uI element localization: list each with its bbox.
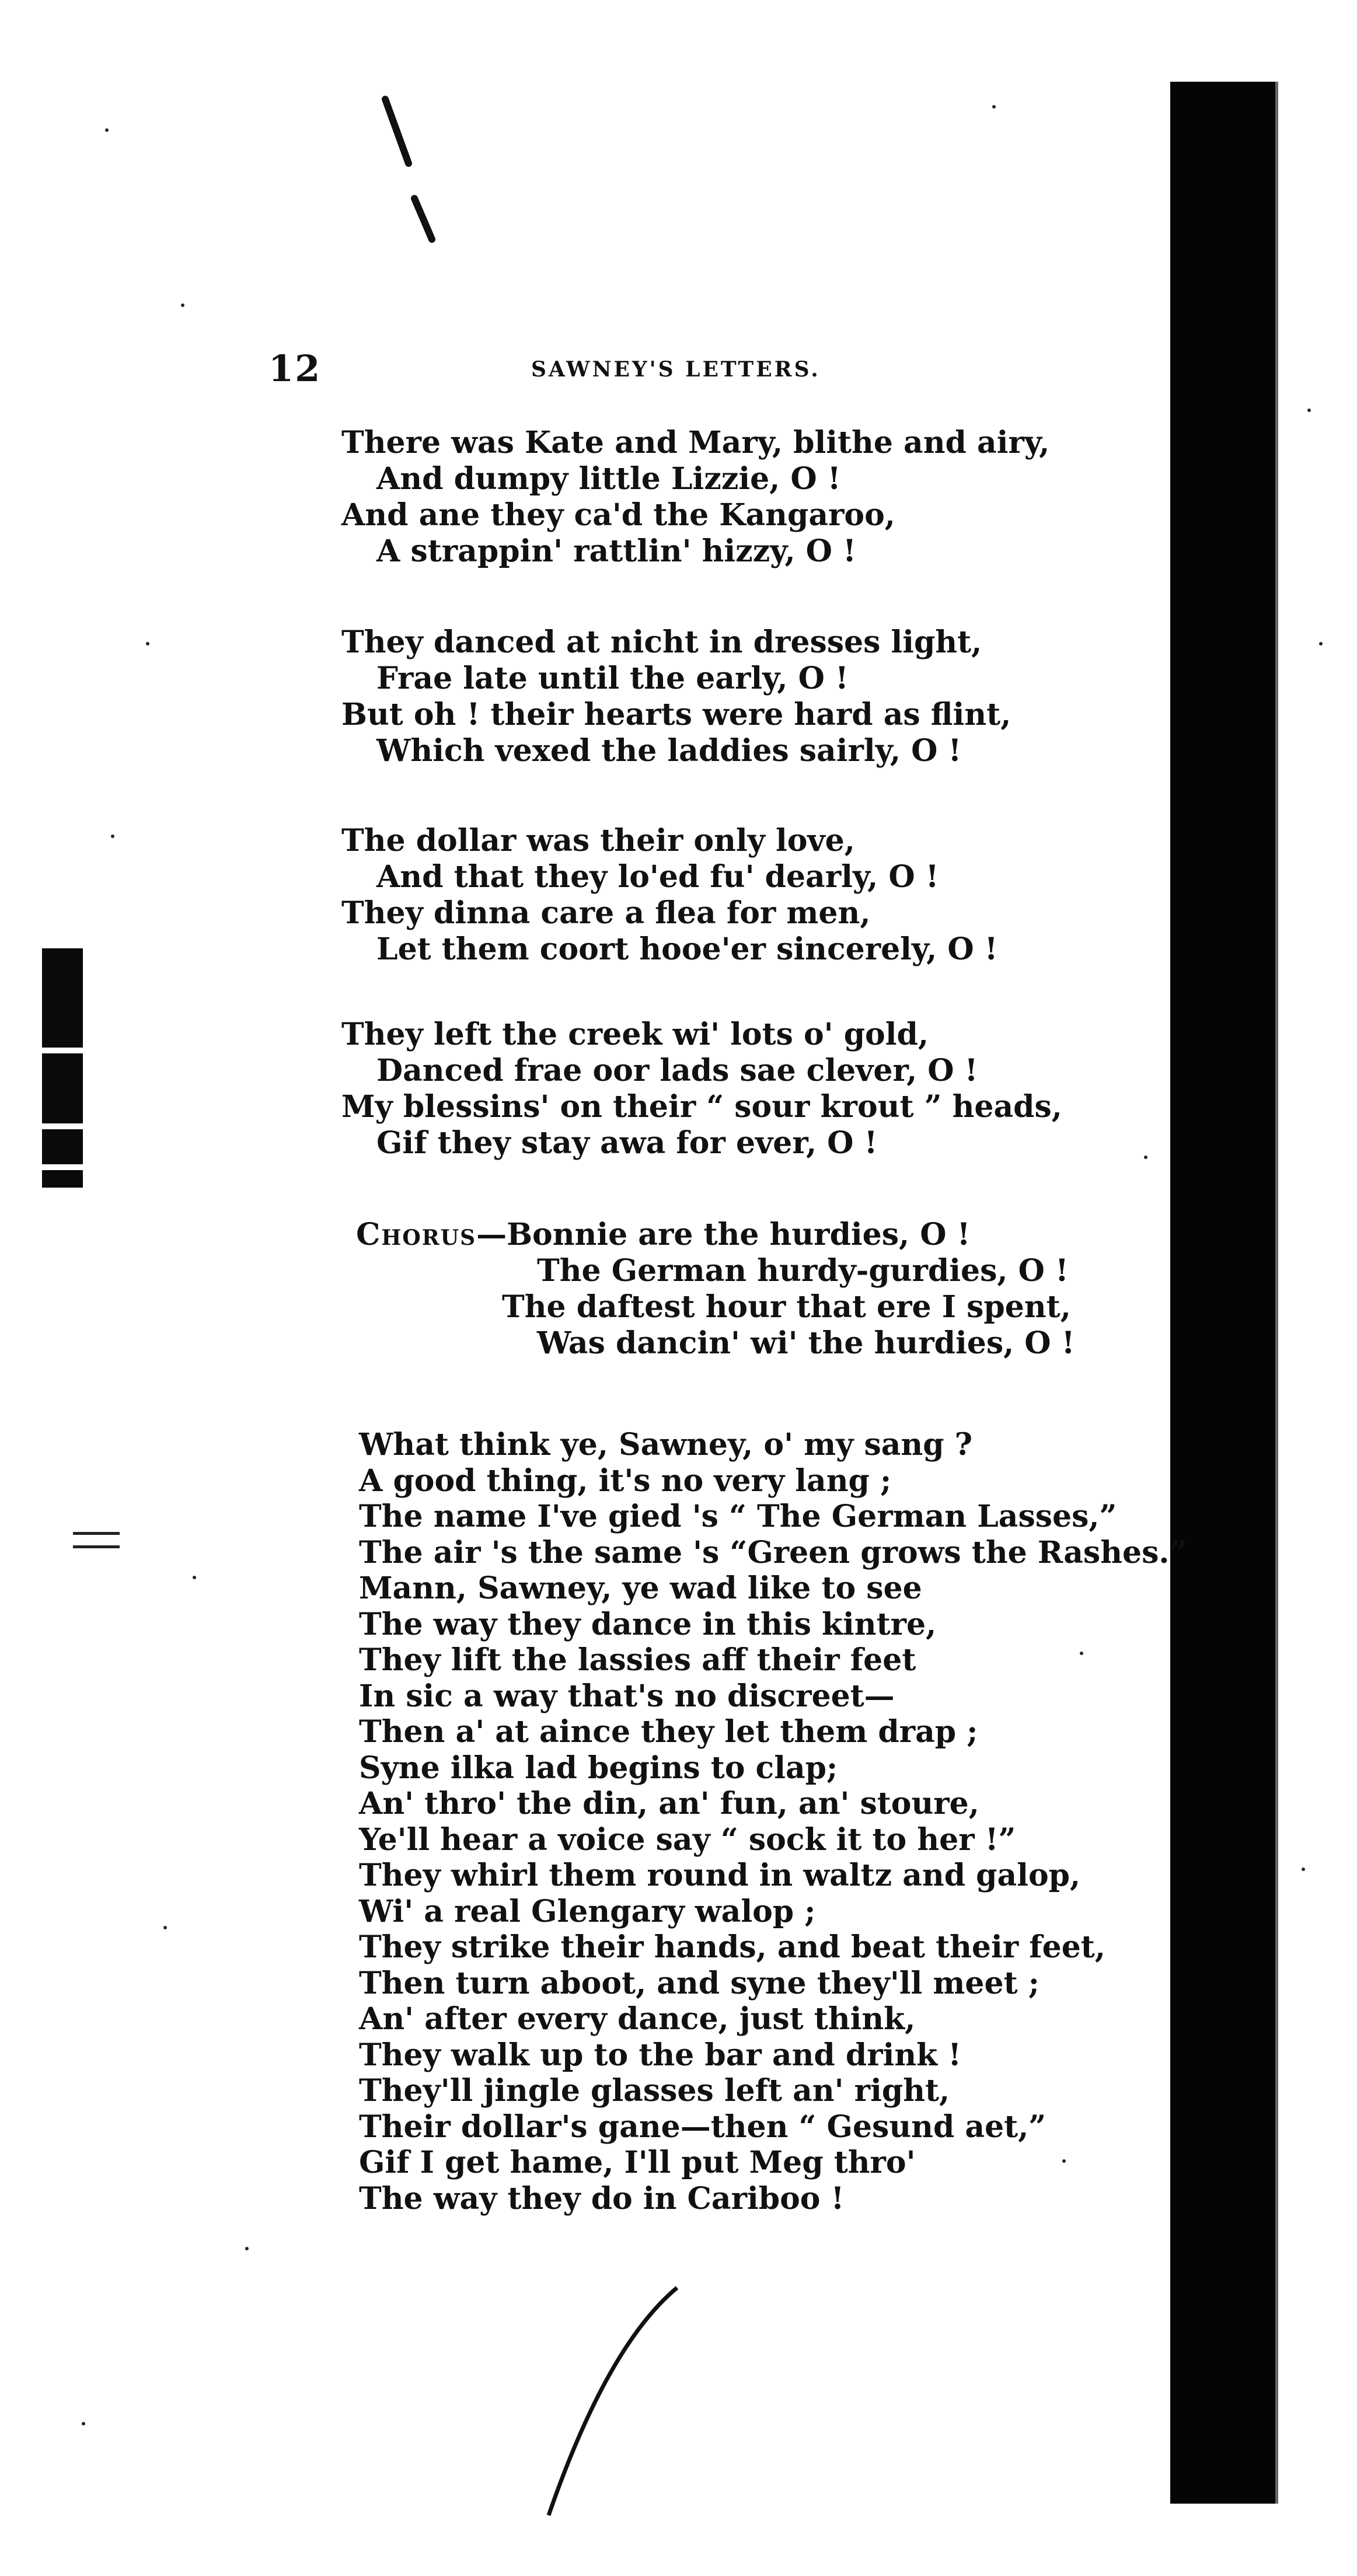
letter-line: What think ye, Sawney, o' my sang ? <box>359 1427 973 1462</box>
stanza-4 <box>341 1017 1062 1161</box>
page-number: 12 <box>268 347 322 390</box>
verse-line: They danced at nicht in dresses light, <box>341 624 982 660</box>
scan-speck <box>245 2247 249 2250</box>
letter-line: Mann, Sawney, ye wad like to see <box>359 1570 922 1606</box>
letter-line: A good thing, it's no very lang ; <box>359 1462 892 1499</box>
scan-speck <box>1080 1652 1083 1655</box>
left-margin-ink-marks <box>42 948 83 1240</box>
scan-speck <box>163 1926 167 1929</box>
letter-line: Then turn aboot, and syne they'll meet ; <box>359 1965 1039 2001</box>
scan-speck <box>181 303 184 307</box>
scan-speck <box>1319 642 1323 645</box>
letter-line: They strike their hands, and beat their feet, <box>359 1929 1105 1965</box>
verse-line: My blessins' on their “ sour krout ” heads, <box>341 1089 1062 1125</box>
chorus-line: The German hurdy-gurdies, O ! <box>537 1253 1069 1289</box>
scan-speck <box>1307 409 1311 412</box>
stanza-2 <box>341 624 1011 769</box>
verse-line: They dinna care a flea for men, <box>341 895 871 931</box>
letter-line: The way they do in Cariboo ! <box>359 2180 845 2217</box>
verse-line: And ane they ca'd the Kangaroo, <box>341 497 895 533</box>
letter-line: Wi' a real Glengary walop ; <box>359 1893 816 1929</box>
bottom-ink-stroke <box>537 2276 689 2521</box>
scan-speck <box>992 105 996 109</box>
verse-line: Which vexed the laddies sairly, O ! <box>376 733 962 769</box>
chorus-line: The daftest hour that ere I spent, <box>502 1289 1071 1325</box>
margin-rule-mark <box>73 1545 120 1548</box>
letter-line: They walk up to the bar and drink ! <box>359 2037 962 2073</box>
verse-line: Gif they stay awa for ever, O ! <box>376 1125 878 1161</box>
letter-line: Ye'll hear a voice say “ sock it to her !” <box>359 1821 1016 1858</box>
verse-line: And that they lo'ed fu' dearly, O ! <box>376 859 939 895</box>
letter-line: Syne ilka lad begins to clap; <box>359 1750 838 1786</box>
letter-body <box>359 1427 1187 2217</box>
letter-line: They'll jingle glasses left an' right, <box>359 2073 950 2109</box>
letter-line: The way they dance in this kintre, <box>359 1606 937 1642</box>
letter-line: An' after every dance, just think, <box>359 2001 916 2037</box>
letter-line: Their dollar's gane—then “ Gesund aet,” <box>359 2109 1046 2145</box>
letter-line: In sic a way that's no discreet— <box>359 1678 895 1714</box>
chorus-block <box>356 1217 1075 1362</box>
verse-line: Danced frae oor lads sae clever, O ! <box>376 1053 978 1088</box>
scan-speck <box>1144 1156 1147 1159</box>
scan-speck <box>105 128 109 132</box>
verse-line: Frae late until the early, O ! <box>376 661 849 696</box>
letter-line: Then a' at aince they let them drap ; <box>359 1714 978 1750</box>
scan-speck <box>1302 1868 1305 1871</box>
verse-line: And dumpy little Lizzie, O ! <box>376 461 841 497</box>
letter-line: They whirl them round in waltz and galop, <box>359 1858 1081 1893</box>
stanza-3 <box>341 823 998 968</box>
verse-line: A strappin' rattlin' hizzy, O ! <box>376 533 856 569</box>
scan-speck <box>82 2422 85 2425</box>
verse-line: The dollar was their only love, <box>341 823 855 858</box>
chorus-label: Chorus <box>356 1217 477 1252</box>
top-ink-stroke <box>374 93 479 245</box>
verse-line: They left the creek wi' lots o' gold, <box>341 1017 929 1052</box>
verse-line: But oh ! their hearts were hard as flint, <box>341 697 1011 732</box>
letter-line: An' thro' the din, an' fun, an' stoure, <box>359 1786 979 1821</box>
spine-edge <box>1275 82 1278 2504</box>
chorus-line: Was dancin' wi' the hurdies, O ! <box>537 1325 1075 1361</box>
margin-rule-mark <box>73 1532 120 1535</box>
scan-speck <box>111 835 114 838</box>
letter-line: They lift the lassies aff their feet <box>359 1642 916 1678</box>
letter-line: The air 's the same 's “Green grows the Rashes.” <box>359 1534 1187 1570</box>
stanza-1 <box>341 425 1049 570</box>
scan-speck <box>1062 2159 1066 2163</box>
verse-line: There was Kate and Mary, blithe and airy, <box>341 425 1050 460</box>
chorus-line: —Bonnie are the hurdies, O ! <box>476 1217 971 1252</box>
letter-line: Gif I get hame, I'll put Meg thro' <box>359 2145 916 2180</box>
scan-speck <box>193 1576 196 1579</box>
running-head: SAWNEY'S LETTERS. <box>531 357 821 382</box>
chorus-first-line <box>356 1217 1075 1253</box>
scan-speck <box>146 642 149 645</box>
letter-line: The name I've gied 's “ The German Lasses,” <box>359 1499 1117 1534</box>
verse-line: Let them coort hooe'er sincerely, O ! <box>376 931 998 967</box>
